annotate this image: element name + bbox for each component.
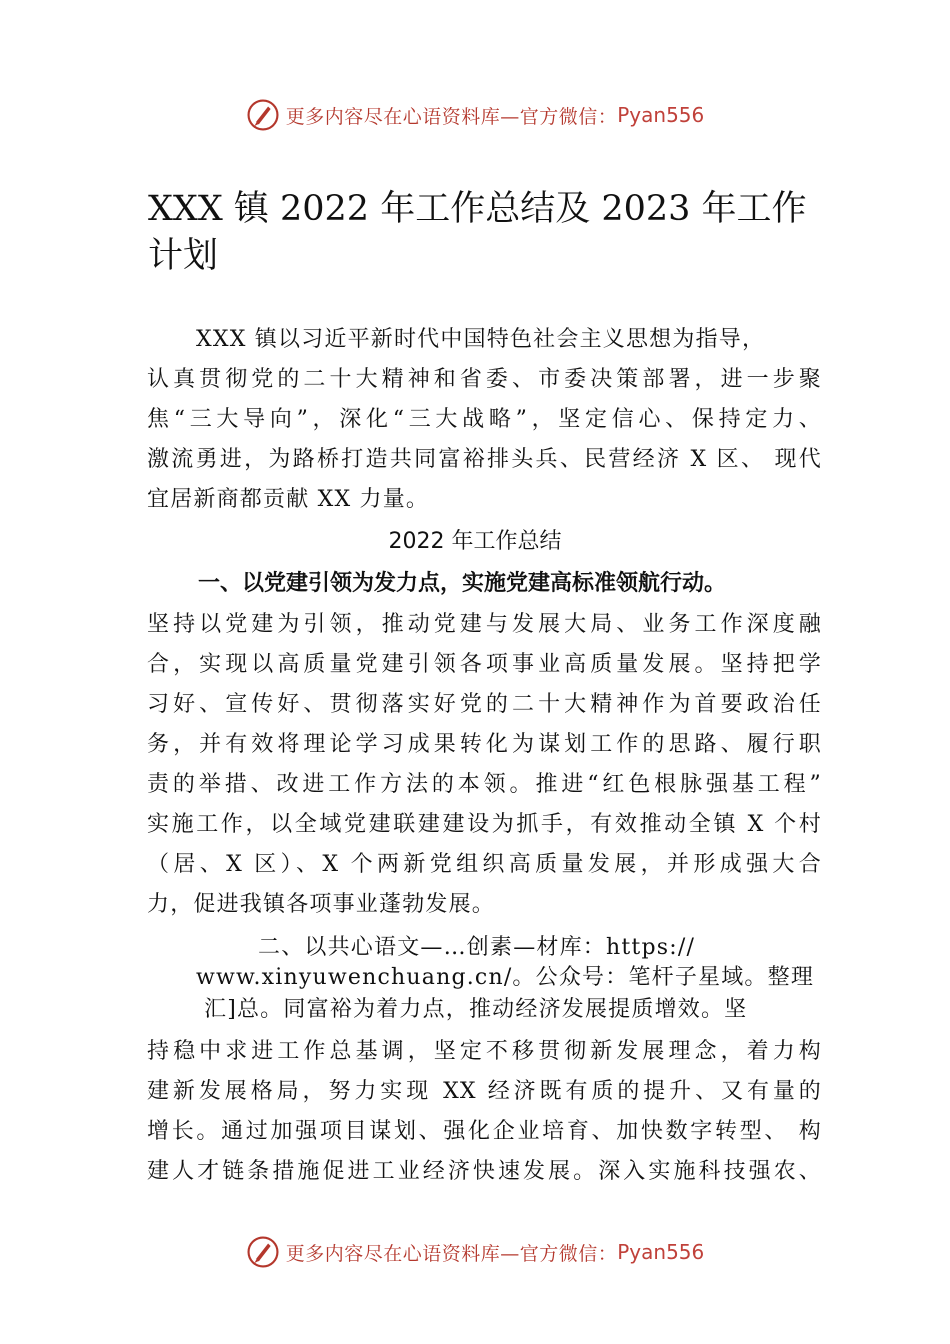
section-heading: 2022 年工作总结 xyxy=(388,529,562,554)
footer-banner-wechat-id: Pyan556 xyxy=(617,1240,705,1264)
item2-line-4: 持稳中求进工作总基调，坚定不移贯彻新发展理念，着力构 xyxy=(147,1039,822,1064)
logo-icon xyxy=(246,1235,280,1269)
intro-line-5: 宜居新商都贡献 XX 力量。 xyxy=(147,487,430,512)
item1-line-1: 坚持以党建为引领，推动党建与发展大局、业务工作深度融 xyxy=(147,612,822,637)
banner-text: 更多内容尽在心语资料库—官方微信： xyxy=(285,105,618,128)
item2-line-7: 建人才链条措施促进工业经济快速发展。深入实施科技强农、 xyxy=(147,1159,822,1184)
item1-line-5: 责的举措、改进工作方法的本领。推进“红色根脉强基工程” xyxy=(147,772,822,797)
intro-line-1: XXX 镇以习近平新时代中国特色社会主义思想为指导， xyxy=(196,327,766,352)
intro-line-2: 认真贯彻党的二十大精神和省委、市委决策部署，进一步聚 xyxy=(147,367,822,392)
item1-line-3: 习好、宣传好、贯彻落实好党的二十大精神作为首要政治任 xyxy=(147,692,822,717)
header-banner xyxy=(0,95,950,135)
item1-line-8: 力，促进我镇各项事业蓬勃发展。 xyxy=(147,892,496,917)
item1-line-7: （居、X 区）、X 个两新党组织高质量发展，并形成强大合 xyxy=(147,852,822,877)
item2-line-6: 增长。通过加强项目谋划、强化企业培育、加快数字转型、 构 xyxy=(147,1119,822,1144)
intro-line-4: 激流勇进，为路桥打造共同富裕排头兵、民营经济 X 区、 现代 xyxy=(147,447,822,472)
item2-line-1: 二、以共心语文—…创素—材库：https:// xyxy=(258,935,696,960)
item1-line-2: 合，实现以高质量党建引领各项事业高质量发展。坚持把学 xyxy=(147,652,822,677)
item1-line-4: 务，并有效将理论学习成果转化为谋划工作的思路、履行职 xyxy=(147,732,822,757)
item1-line-6: 实施工作，以全域党建联建建设为抓手，有效推动全镇 X 个村 xyxy=(147,812,822,837)
item1-heading: 一、以党建引领为发力点，实施党建高标准领航行动。 xyxy=(198,571,727,596)
intro-line-3: 焦“三大导向”，深化“三大战略”，坚定信心、保持定力、 xyxy=(147,407,822,432)
document-title: XXX 镇 2022 年工作总结及 2023 年工作计划 xyxy=(148,189,807,276)
footer-banner-text: 更多内容尽在心语资料库—官方微信： xyxy=(285,1242,618,1265)
item2-line-5: 建新发展格局，努力实现 XX 经济既有质的提升、又有量的 xyxy=(147,1079,822,1104)
item2-line-3: 汇]总。同富裕为着力点，推动经济发展提质增效。坚 xyxy=(204,997,748,1022)
item2-line-2: www.xinyuwenchuang.cn/。公众号：笔杆子星域。整理 xyxy=(196,965,815,990)
footer-banner xyxy=(0,1232,950,1272)
banner-wechat-id: Pyan556 xyxy=(617,103,705,127)
logo-icon xyxy=(246,98,280,132)
